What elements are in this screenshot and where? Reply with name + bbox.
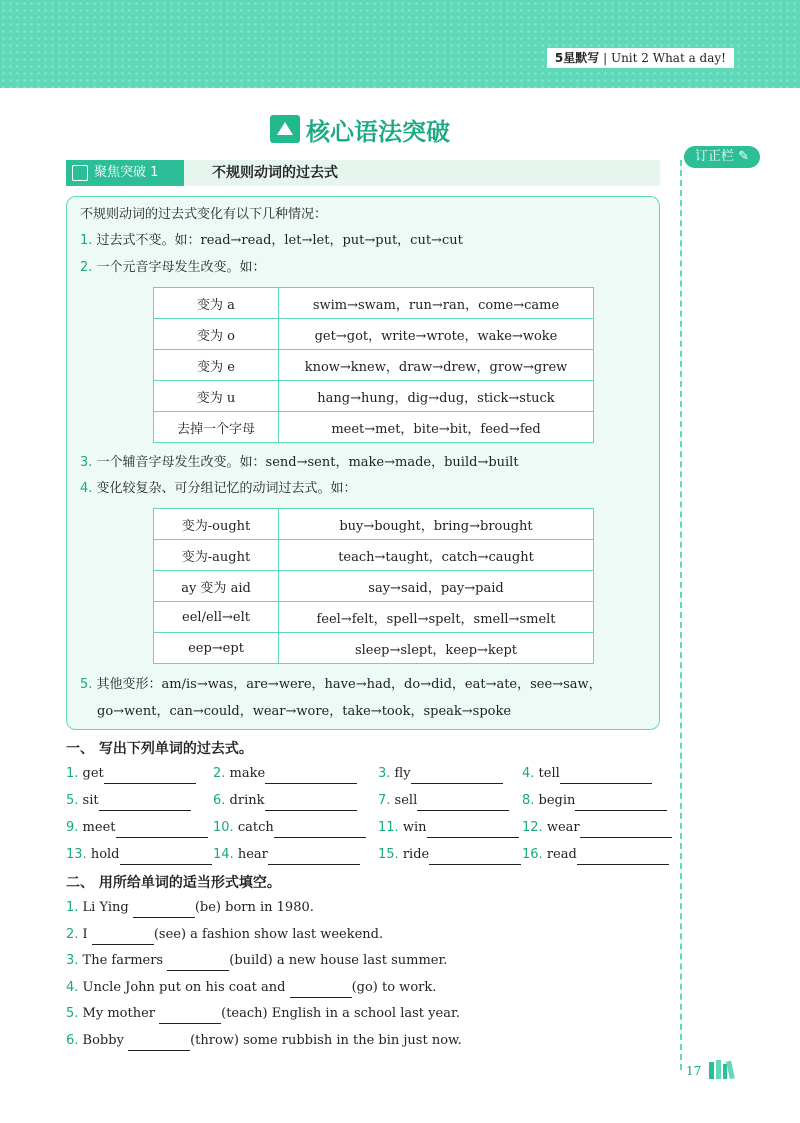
- table-cell: teach→taught，catch→caught: [279, 540, 594, 571]
- header-band: [0, 0, 800, 88]
- exercise-1-item: [66, 791, 191, 811]
- table-row: [154, 633, 594, 664]
- answer-blank[interactable]: [577, 848, 669, 865]
- table-row: [154, 540, 594, 571]
- item-number: 12.: [522, 820, 543, 835]
- item-number: 3.: [378, 766, 391, 781]
- exercise-1-item: [66, 818, 208, 838]
- answer-blank[interactable]: [274, 821, 366, 838]
- exercise-1-item: [213, 818, 366, 838]
- answer-blank[interactable]: [133, 901, 195, 918]
- rule-text: 一个元音字母发生改变。如：: [96, 260, 266, 275]
- sentence-end: (be) born in 1980.: [194, 900, 314, 915]
- answer-blank[interactable]: [417, 794, 509, 811]
- table-cell: say→said，pay→paid: [279, 571, 594, 602]
- item-word: ride: [402, 847, 430, 862]
- sentence-start: My mother: [82, 1006, 155, 1021]
- table-cell: eep→ept: [154, 633, 279, 664]
- table-row: [154, 509, 594, 540]
- page-title: 核心语法突破: [306, 117, 450, 146]
- item-word: hold: [90, 847, 120, 862]
- correction-label: 订正栏: [694, 149, 734, 164]
- sentence-end: (go) to work.: [351, 979, 437, 995]
- item-word: hear: [237, 847, 268, 862]
- section-2-title: 二、 用所给单词的适当形式填空。: [66, 875, 281, 891]
- item-number: 2.: [66, 926, 79, 942]
- item-word: wear: [546, 820, 580, 835]
- sentence-start: I: [82, 926, 88, 942]
- item-number: 15.: [378, 847, 399, 862]
- rule-2: [80, 258, 266, 278]
- item-word: sit: [82, 793, 99, 808]
- page-number: 17: [686, 1064, 702, 1078]
- exercise-2-item: [66, 925, 383, 945]
- answer-blank[interactable]: [290, 981, 352, 998]
- item-number: 4.: [522, 766, 535, 781]
- rule-1: [80, 231, 463, 251]
- answer-blank[interactable]: [120, 848, 212, 865]
- item-number: 7.: [378, 793, 391, 808]
- answer-blank[interactable]: [92, 928, 154, 945]
- item-word: tell: [538, 766, 560, 781]
- item-number: 5.: [66, 793, 79, 808]
- rule-number: 1.: [80, 233, 93, 248]
- focus-badge-label: 聚焦突破 1: [94, 165, 159, 180]
- table-cell: hang→hung，dig→dug，stick→stuck: [279, 381, 594, 412]
- answer-blank[interactable]: [268, 848, 360, 865]
- table-cell: 变为-ought: [154, 509, 279, 540]
- answer-blank[interactable]: [427, 821, 519, 838]
- item-number: 16.: [522, 847, 543, 862]
- item-word: fly: [394, 766, 411, 781]
- complex-change-table: [153, 508, 594, 664]
- sentence-end: (throw) some rubbish in the bin just now.: [190, 1032, 462, 1048]
- rule-5-continued: go→went，can→could，wear→wore，take→took，speak→spoke: [97, 704, 512, 719]
- rule-3: [80, 453, 519, 473]
- exercise-1-item: [378, 845, 521, 865]
- exercise-1-item: [522, 791, 667, 811]
- table-cell: eel/ell→elt: [154, 602, 279, 633]
- item-word: sell: [394, 793, 418, 808]
- table-row: [154, 381, 594, 412]
- table-row: [154, 350, 594, 381]
- rule-text: 一个辅音字母发生改变。如：send→sent，make→made，build→built: [96, 455, 519, 470]
- answer-blank[interactable]: [167, 954, 229, 971]
- item-number: 10.: [213, 820, 234, 835]
- item-word: read: [546, 847, 577, 862]
- item-number: 9.: [66, 820, 79, 835]
- exercise-1-item: [213, 845, 360, 865]
- answer-blank[interactable]: [429, 848, 521, 865]
- answer-blank[interactable]: [575, 794, 667, 811]
- rule-5: [80, 675, 602, 695]
- correction-rail: [680, 160, 682, 1070]
- exercise-2-item: [66, 1031, 462, 1051]
- sentence-start: The farmers: [82, 953, 164, 968]
- table-cell: sleep→slept，keep→kept: [279, 633, 594, 664]
- rule-number: 3.: [80, 455, 93, 470]
- answer-blank[interactable]: [128, 1034, 190, 1051]
- table-cell: swim→swam，run→ran，come→came: [279, 288, 594, 319]
- item-word: get: [82, 766, 104, 781]
- table-row: [154, 602, 594, 633]
- table-cell: get→got，write→wrote，wake→woke: [279, 319, 594, 350]
- table-row: [154, 571, 594, 602]
- rule-number: 4.: [80, 481, 93, 496]
- answer-blank[interactable]: [560, 767, 652, 784]
- item-number: 3.: [66, 953, 79, 968]
- sentence-end: (build) a new house last summer.: [229, 953, 448, 968]
- table-cell: 变为 a: [154, 288, 279, 319]
- item-number: 2.: [213, 766, 226, 781]
- answer-blank[interactable]: [580, 821, 672, 838]
- table-cell: buy→bought，bring→brought: [279, 509, 594, 540]
- sentence-start: Uncle John put on his coat and: [82, 979, 286, 995]
- item-number: 13.: [66, 847, 87, 862]
- item-word: drink: [229, 793, 265, 808]
- section-1-title: 一、 写出下列单词的过去式。: [66, 741, 253, 757]
- mountain-icon: [270, 115, 300, 143]
- item-word: catch: [237, 820, 274, 835]
- exercise-1-item: [522, 764, 652, 784]
- rule-text: 其他变形：am/is→was，are→were，have→had，do→did，eat→ate，see→saw，: [96, 677, 602, 692]
- item-number: 1.: [66, 900, 79, 915]
- correction-tag: 订正栏 ✎: [684, 146, 760, 168]
- answer-blank[interactable]: [411, 767, 503, 784]
- rule-text: 变化较复杂、可分组记忆的动词过去式。如：: [96, 481, 357, 496]
- item-number: 6.: [213, 793, 226, 808]
- sentence-start: Li Ying: [82, 900, 129, 915]
- table-cell: 变为 o: [154, 319, 279, 350]
- table-cell: ay 变为 aid: [154, 571, 279, 602]
- item-number: 4.: [66, 979, 79, 995]
- answer-blank[interactable]: [104, 767, 196, 784]
- rule-text: 过去式不变。如：read→read，let→let，put→put，cut→cut: [96, 233, 463, 248]
- item-word: meet: [82, 820, 116, 835]
- exercise-1-item: [66, 845, 212, 865]
- item-word: begin: [538, 793, 576, 808]
- exercise-1-item: [378, 764, 503, 784]
- books-icon: [708, 1058, 736, 1080]
- exercise-2-item: [66, 978, 436, 998]
- answer-blank[interactable]: [99, 794, 191, 811]
- answer-blank[interactable]: [116, 821, 208, 838]
- answer-blank[interactable]: [159, 1007, 221, 1024]
- rule-number: 2.: [80, 260, 93, 275]
- item-number: 5.: [66, 1006, 79, 1021]
- focus-badge: [66, 160, 184, 186]
- exercise-1-item: [66, 764, 196, 784]
- sentence-end: (see) a fashion show last weekend.: [153, 926, 384, 942]
- exercise-2-item: [66, 898, 314, 918]
- section-title: [270, 112, 450, 146]
- header-tag: [547, 48, 734, 68]
- item-number: 14.: [213, 847, 234, 862]
- exercise-2-item: [66, 1004, 460, 1024]
- exercise-1-item: [378, 818, 519, 838]
- intro-text: 不规则动词的过去式变化有以下几种情况：: [80, 207, 328, 222]
- focus-topic: 不规则动词的过去式: [212, 165, 338, 181]
- item-word: make: [229, 766, 266, 781]
- item-word: win: [402, 820, 427, 835]
- item-number: 6.: [66, 1032, 79, 1048]
- rule-number: 5.: [80, 677, 93, 692]
- exercise-1-item: [213, 764, 357, 784]
- exercise-2-item: [66, 951, 447, 971]
- sentence-start: Bobby: [82, 1032, 124, 1048]
- unit-label: | Unit 2 What a day!: [603, 51, 726, 65]
- rule-4: [80, 479, 357, 499]
- series-label: 5星默写: [554, 51, 600, 65]
- table-row: [154, 288, 594, 319]
- table-cell: 去掉一个字母: [154, 412, 279, 443]
- item-number: 1.: [66, 766, 79, 781]
- item-number: 8.: [522, 793, 535, 808]
- table-cell: feel→felt，spell→spelt，smell→smelt: [279, 602, 594, 633]
- sentence-end: (teach) English in a school last year.: [221, 1006, 460, 1021]
- table-cell: 变为-aught: [154, 540, 279, 571]
- grammar-box: [66, 196, 660, 730]
- table-row: [154, 319, 594, 350]
- exercise-1-item: [213, 791, 357, 811]
- table-cell: 变为 u: [154, 381, 279, 412]
- answer-blank[interactable]: [265, 767, 357, 784]
- answer-blank[interactable]: [265, 794, 357, 811]
- book-icon: [72, 165, 88, 181]
- item-number: 11.: [378, 820, 399, 835]
- exercise-1-item: [378, 791, 509, 811]
- vowel-change-table: [153, 287, 594, 443]
- table-row: [154, 412, 594, 443]
- table-cell: know→knew，draw→drew，grow→grew: [279, 350, 594, 381]
- focus-bar: [66, 160, 660, 186]
- table-cell: meet→met，bite→bit，feed→fed: [279, 412, 594, 443]
- table-cell: 变为 e: [154, 350, 279, 381]
- exercise-1-item: [522, 818, 672, 838]
- exercise-1-item: [522, 845, 669, 865]
